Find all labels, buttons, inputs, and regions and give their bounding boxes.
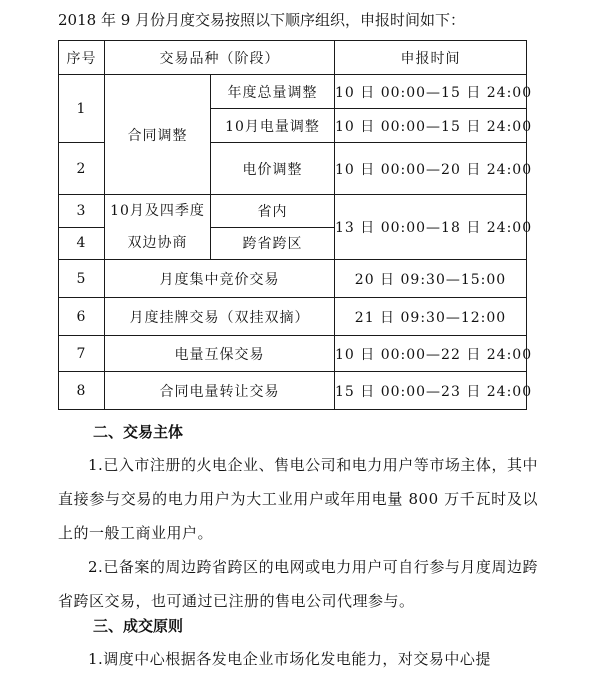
paragraph: 1.已入市注册的火电企业、售电公司和电力用户等市场主体，其中直接参与交易的电力用户为大工业用户或年用电量 800 万千瓦时及以上的一般工商业用户。 (58, 456, 538, 542)
header-time: 申报时间 (335, 41, 527, 75)
time-cell: 10 日 00:00—15 日 24:00 (335, 75, 527, 109)
header-seq: 序号 (59, 41, 105, 75)
section-heading-trading-entities: 二、交易主体 (93, 423, 184, 441)
header-variety: 交易品种（阶段） (105, 41, 335, 75)
table-row (59, 195, 527, 228)
time-cell: 10 日 00:00—15 日 24:00 (335, 109, 527, 143)
time-cell: 15 日 00:00—23 日 24:00 (335, 372, 527, 410)
row-number: 2 (59, 143, 105, 195)
sub-variety-cell: 电价调整 (211, 143, 335, 195)
contract-adjust-cell: 合同调整 (105, 75, 211, 195)
section-heading-trading-principles: 三、成交原则 (93, 617, 184, 635)
variety-cell: 月度集中竞价交易 (105, 260, 335, 298)
bilateral-cell: 10月及四季度 双边协商 (105, 195, 211, 260)
paragraph: 1.调度中心根据各发电企业市场化发电能力，对交易中心提 (88, 650, 491, 668)
table-row (59, 260, 527, 298)
row-number: 1 (59, 75, 105, 143)
sub-variety-cell: 省内 (211, 195, 335, 228)
time-cell: 21 日 09:30—12:00 (335, 298, 527, 336)
table-row (59, 75, 527, 109)
schedule-table (58, 40, 533, 410)
time-cell: 20 日 09:30—15:00 (335, 260, 527, 298)
variety-cell: 合同电量转让交易 (105, 372, 335, 410)
paragraph: 2.已备案的周边跨省跨区的电网或电力用户可自行参与月度周边跨省跨区交易，也可通过已注册的售电公司代理参与。 (58, 558, 538, 610)
table-header-row (59, 41, 527, 75)
row-number: 5 (59, 260, 105, 298)
row-number: 8 (59, 372, 105, 410)
row-number: 7 (59, 336, 105, 372)
intro-text: 2018 年 9 月份月度交易按照以下顺序组织，申报时间如下： (58, 11, 466, 29)
row-number: 3 (59, 195, 105, 228)
row-number: 6 (59, 298, 105, 336)
table-row (59, 298, 527, 336)
time-cell: 10 日 00:00—20 日 24:00 (335, 143, 527, 195)
variety-cell: 电量互保交易 (105, 336, 335, 372)
table-row (59, 336, 527, 372)
table-row (59, 372, 527, 410)
row-number: 4 (59, 227, 105, 260)
time-cell: 10 日 00:00—22 日 24:00 (335, 336, 527, 372)
sub-variety-cell: 年度总量调整 (211, 75, 335, 109)
variety-cell: 月度挂牌交易（双挂双摘） (105, 298, 335, 336)
sub-variety-cell: 10月电量调整 (211, 109, 335, 143)
time-cell: 13 日 00:00—18 日 24:00 (335, 195, 527, 260)
sub-variety-cell: 跨省跨区 (211, 227, 335, 260)
